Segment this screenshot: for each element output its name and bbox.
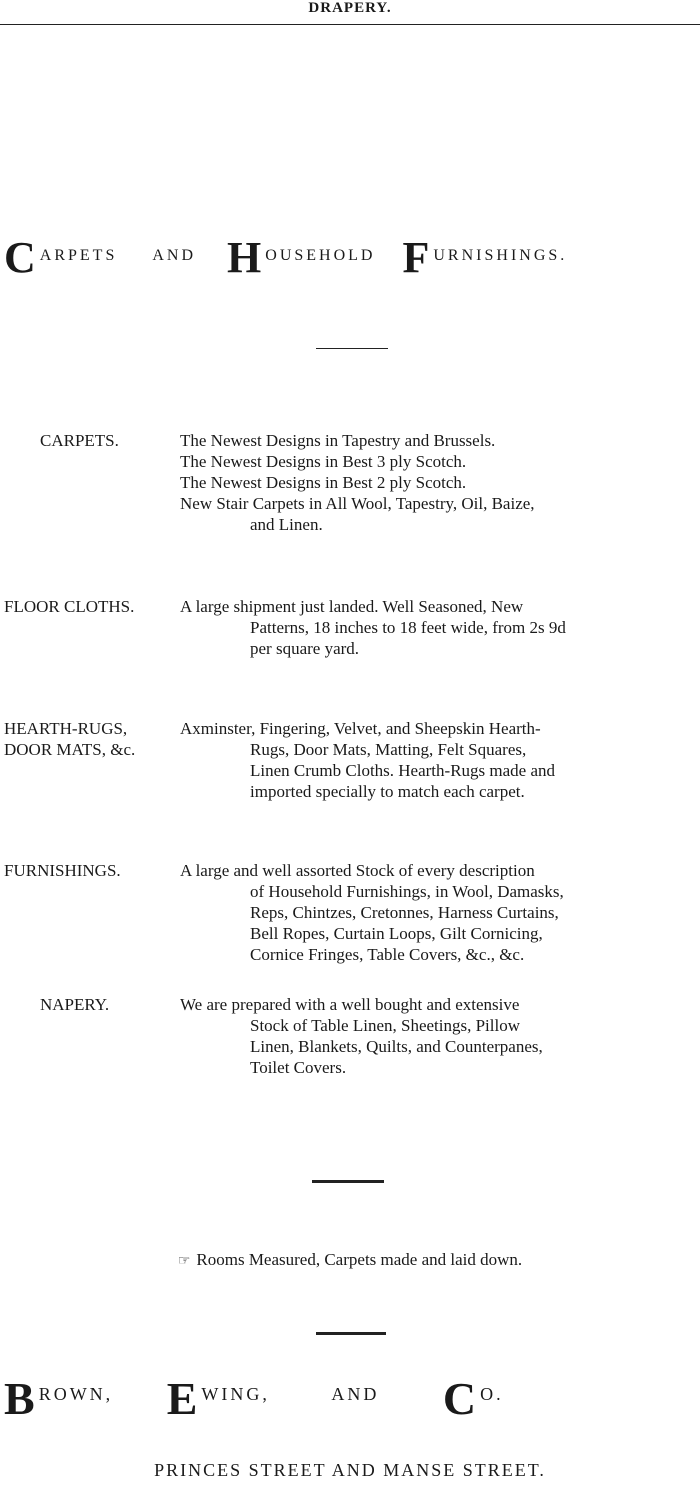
firm-name — [4, 1373, 700, 1424]
title-word-furnishings: F URNISHINGS. — [402, 233, 568, 282]
title-word-household: H OUSEHOLD — [227, 233, 376, 282]
pointing-hand-icon: ☞ — [177, 1254, 191, 1269]
header-rule — [0, 24, 700, 25]
divider-rule-thick — [316, 1332, 386, 1335]
drop-initial: E — [166, 1373, 198, 1424]
advert-title — [4, 233, 700, 282]
page-header: DRAPERY. — [308, 0, 392, 16]
section-label-floor-cloths: FLOOR CLOTHS. — [4, 597, 135, 616]
section-label-hearth-rugs: HEARTH-RUGS, DOOR MATS, &c. — [4, 719, 136, 759]
firm-word-co: C O. — [442, 1373, 504, 1424]
drop-initial: C — [442, 1373, 477, 1424]
section-label-napery: NAPERY. — [40, 995, 110, 1014]
firm-connector: AND — [331, 1384, 380, 1404]
section-body-napery: We are prepared with a well bought and extensive Stock of Table Linen, Sheetings, Pillow Linen, Blankets, Quilts, and Counterpanes, Toilet Covers. — [180, 995, 543, 1077]
title-connector: AND — [152, 247, 197, 264]
section-body-floor-cloths: A large shipment just landed. Well Seasoned, New Patterns, 18 inches to 18 feet wide, from 2s 9d per square yard. — [180, 597, 566, 658]
notice-line: ☞ Rooms Measured, Carpets made and laid down. — [177, 1250, 523, 1269]
section-body-carpets: The Newest Designs in Tapestry and Brussels. The Newest Designs in Best 3 ply Scotch. The Newest Designs in Best 2 ply Scotch. New Stair Carpets in All Wool, Tapestry, Oil, Baize, and Linen. — [180, 431, 535, 534]
section-body-furnishings: A large and well assorted Stock of every description of Household Furnishings, in Wool, Damasks, Reps, Chintzes, Cretonnes, Harness Curtains, Bell Ropes, Curtain Loops, Gilt Cornicing, Cornice Fringes, Table Covers, &c., &c. — [180, 861, 564, 964]
drop-initial: C — [4, 233, 36, 282]
firm-word-ewing: E WING, — [166, 1373, 270, 1424]
firm-address: PRINCES STREET AND MANSE STREET. — [154, 1460, 546, 1480]
drop-initial: H — [227, 233, 262, 282]
title-word-carpets: CARPETS — [4, 233, 118, 282]
firm-word-brown: BROWN, — [4, 1373, 114, 1424]
section-body-hearth-rugs: Axminster, Fingering, Velvet, and Sheepskin Hearth- Rugs, Door Mats, Matting, Felt Squares, Linen Crumb Cloths. Hearth-Rugs made and imported specially to match each carpet. — [180, 719, 556, 801]
section-label-carpets: CARPETS. — [40, 431, 119, 450]
divider-rule — [316, 348, 388, 349]
divider-rule-thick — [312, 1180, 384, 1183]
drop-initial: F — [402, 233, 430, 282]
section-label-furnishings: FURNISHINGS. — [4, 861, 121, 880]
drop-initial: B — [4, 1373, 35, 1424]
